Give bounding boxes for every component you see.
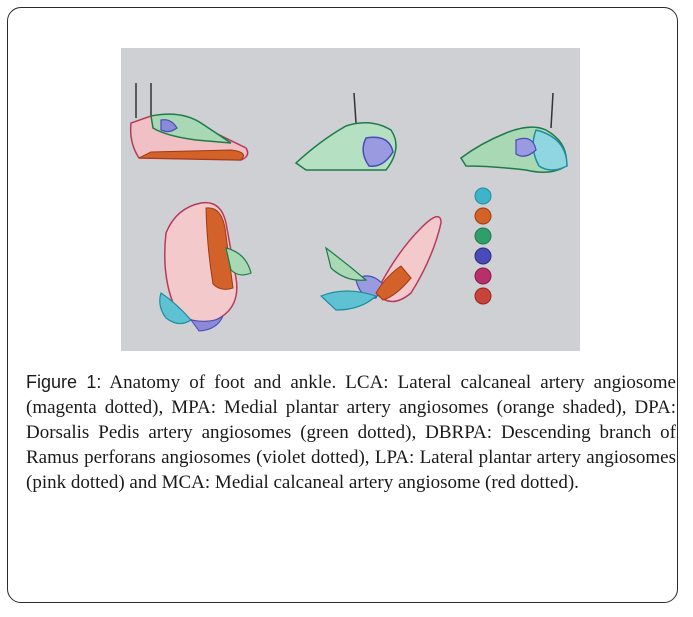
figure-label: Figure 1: xyxy=(26,372,102,392)
figure-caption xyxy=(26,370,676,495)
figure-caption-text: Anatomy of foot and ankle. LCA: Lateral calcaneal artery angiosome (magenta dotted), MPA: Medial plantar artery angiosomes (orange shaded), DPA: Dorsalis Pedis artery angiosomes (green dotted), DBRPA: Descending branch of Ramus perforans angiosomes (violet dotted), LPA: Lateral plantar artery angiosomes (pink dotted) and MCA: Medial calcaneal artery angiosome (red dotted). xyxy=(26,372,676,493)
foot-anatomy-illustration xyxy=(121,48,580,351)
figure-frame xyxy=(7,7,678,603)
